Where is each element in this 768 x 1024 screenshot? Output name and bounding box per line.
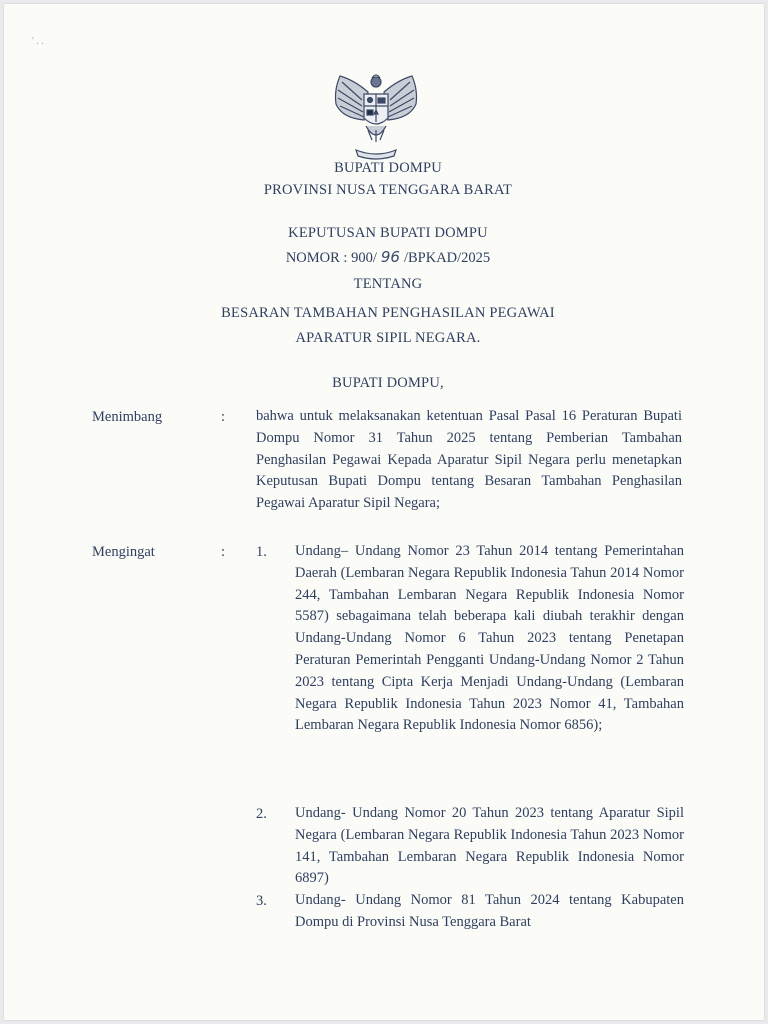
menimbang-colon: : <box>221 409 226 425</box>
mengingat-label: Mengingat <box>92 544 155 560</box>
mengingat-item-number: 3. <box>256 893 267 909</box>
decree-number <box>4 248 768 267</box>
menimbang-text: bahwa untuk melaksanakan ketentuan Pasal Pasal 16 Peraturan Bupati Dompu Nomor 31 Tahun 2025 tentang Pemberian Tambahan Penghasilan Pegawai Kepada Aparatur Sipil Negara perlu menetapkan Keputusan Bupati Dompu tentang Besaran Tambahan Penghasilan Pegawai Aparatur Sipil Negara; <box>256 408 682 512</box>
scan-artifact: ' . . <box>32 36 44 47</box>
header-title-line1: BUPATI DOMPU <box>334 160 442 176</box>
mengingat-item-text: Undang– Undang Nomor 23 Tahun 2014 tentang Pemerintahan Daerah (Lembaran Negara Republik Indonesia Tahun 2014 Nomor 244, Tambahan Lembaran Negara Republik Indonesia Nomor 5587) sebagaimana telah beberapa kali diubah terakhir dengan Undang-Undang Nomor 6 Tahun 2023 tentang Penetapan Peraturan Pemerintah Pengganti Undang-Undang Nomor 2 Tahun 2023 tentang Cipta Kerja Menjadi Undang-Undang (Lembaran Negara Republik Indonesia Tahun 2023 Nomor 41, Tambahan Lembaran Negara Republik Indonesia Nomor 6856); <box>295 543 684 734</box>
mengingat-item-number: 2. <box>256 806 267 822</box>
mengingat-colon: : <box>221 544 226 560</box>
decree-subject-line1: BESARAN TAMBAHAN PENGHASILAN PEGAWAI <box>221 305 555 321</box>
decree-number-handwritten: 96 <box>380 248 400 266</box>
issuer-heading: BUPATI DOMPU, <box>332 375 444 391</box>
document-page <box>4 4 764 1020</box>
mengingat-item-text: Undang- Undang Nomor 20 Tahun 2023 tentang Aparatur Sipil Negara (Lembaran Negara Republik Indonesia Tahun 2023 Nomor 141, Tambahan Lembaran Negara Republik Indonesia Nomor 6897) <box>295 805 684 887</box>
mengingat-item-text: Undang- Undang Nomor 81 Tahun 2024 tentang Kabupaten Dompu di Provinsi Nusa Tenggara Barat <box>295 892 684 930</box>
tentang-heading: TENTANG <box>353 276 423 292</box>
decree-number-prefix: NOMOR : 900/ <box>285 250 377 266</box>
decree-title: KEPUTUSAN BUPATI DOMPU <box>288 225 488 241</box>
menimbang-label: Menimbang <box>92 409 163 425</box>
header-title-line2: PROVINSI NUSA TENGGARA BARAT <box>263 182 513 198</box>
mengingat-item-number: 1. <box>256 544 267 560</box>
decree-subject-line2: APARATUR SIPIL NEGARA. <box>295 330 481 346</box>
decree-number-suffix: /BPKAD/2025 <box>403 250 491 266</box>
garuda-pancasila-emblem-icon <box>326 70 426 162</box>
